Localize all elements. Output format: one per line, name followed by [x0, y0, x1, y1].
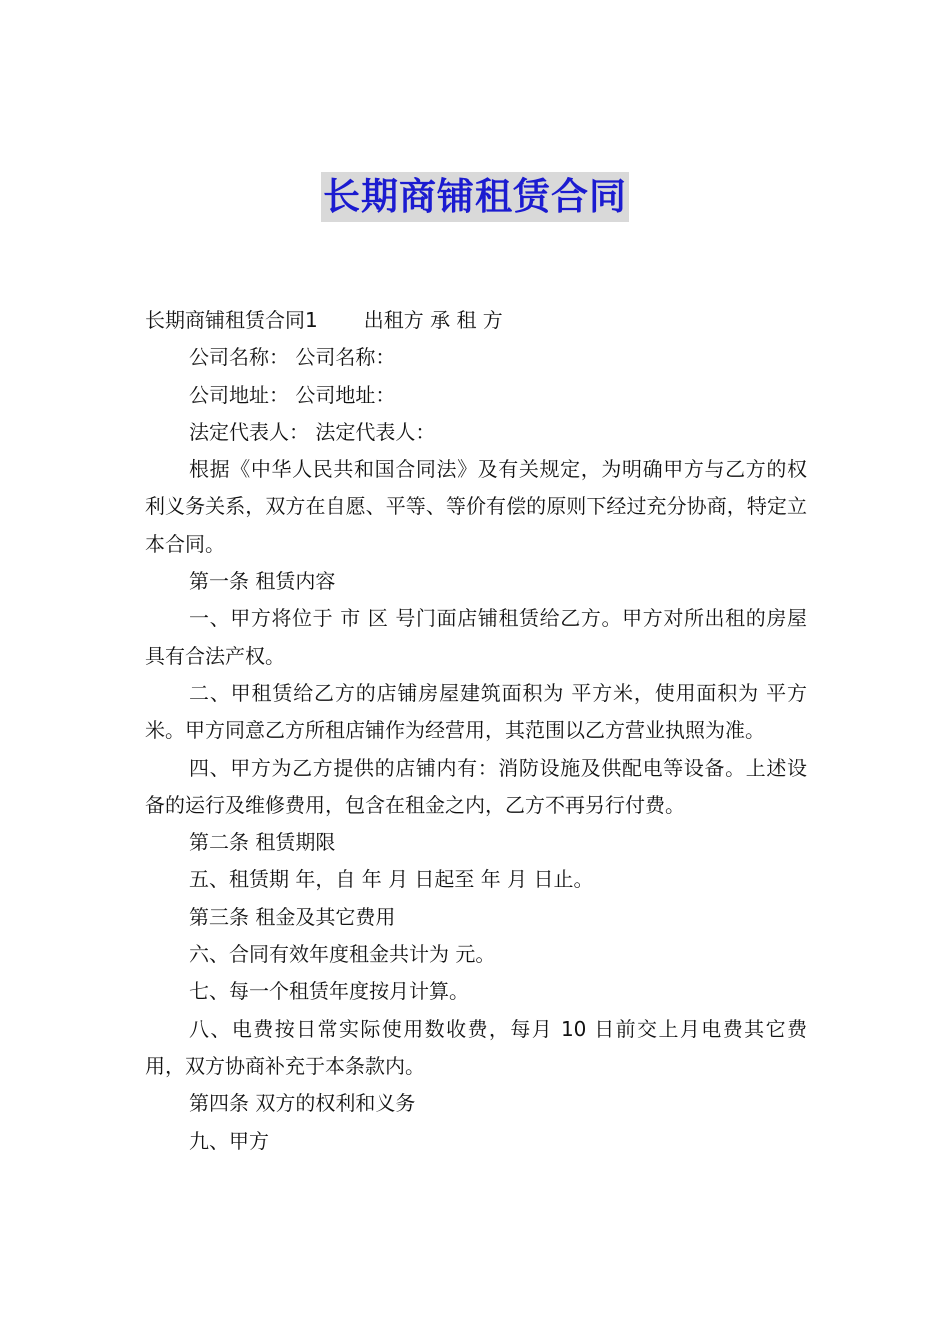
clause-2: 二、甲租赁给乙方的店铺房屋建筑面积为 平方米，使用面积为 平方米。甲方同意乙方所租店铺作为经营用，其范围以乙方营业执照为准。: [145, 680, 807, 743]
clause-5: 五、租赁期 年，自 年 月 日起至 年 月 日止。: [189, 867, 594, 892]
title-wrap: [0, 172, 950, 222]
clause-9: 九、甲方: [189, 1128, 269, 1153]
section-heading-1: 第一条 租赁内容: [189, 569, 336, 594]
clause-4: 四、甲方为乙方提供的店铺内有：消防设施及供配电等设备。上述设备的运行及维修费用，包含在租金之内，乙方不再另行付费。: [145, 755, 807, 817]
clause-8: 八、电费按日常实际使用数收费，每月 10 日前交上月电费其它费用，双方协商补充于本条款内。: [145, 1016, 807, 1078]
contract-header-left: 长期商铺租赁合同1: [145, 308, 318, 332]
document-body: [145, 302, 807, 1160]
section-heading-4: 第四条 双方的权利和义务: [189, 1091, 416, 1116]
clause-7: 七、每一个租赁年度按月计算。: [189, 979, 469, 1004]
clause-1: 一、甲方将位于 市 区 号门面店铺租赁给乙方。甲方对所出租的房屋具有合法产权。: [145, 606, 807, 668]
contract-header-line: [145, 302, 807, 339]
paragraph-company-name: 公司名称： 公司名称：: [189, 345, 396, 370]
paragraph-legal-rep: 法定代表人： 法定代表人：: [189, 419, 436, 444]
document-title: 长期商铺租赁合同: [321, 172, 629, 222]
section-heading-2: 第二条 租赁期限: [189, 830, 336, 855]
paragraph-preamble: 根据《中华人民共和国合同法》及有关规定，为明确甲方与乙方的权利义务关系，双方在自愿、平等、等价有偿的原则下经过充分协商，特定立本合同。: [145, 457, 807, 556]
contract-header-right: 出租方 承 租 方: [363, 308, 503, 332]
section-heading-3: 第三条 租金及其它费用: [189, 904, 396, 929]
clause-6: 六、合同有效年度租金共计为 元。: [189, 942, 496, 967]
paragraph-company-address: 公司地址： 公司地址：: [189, 382, 396, 407]
